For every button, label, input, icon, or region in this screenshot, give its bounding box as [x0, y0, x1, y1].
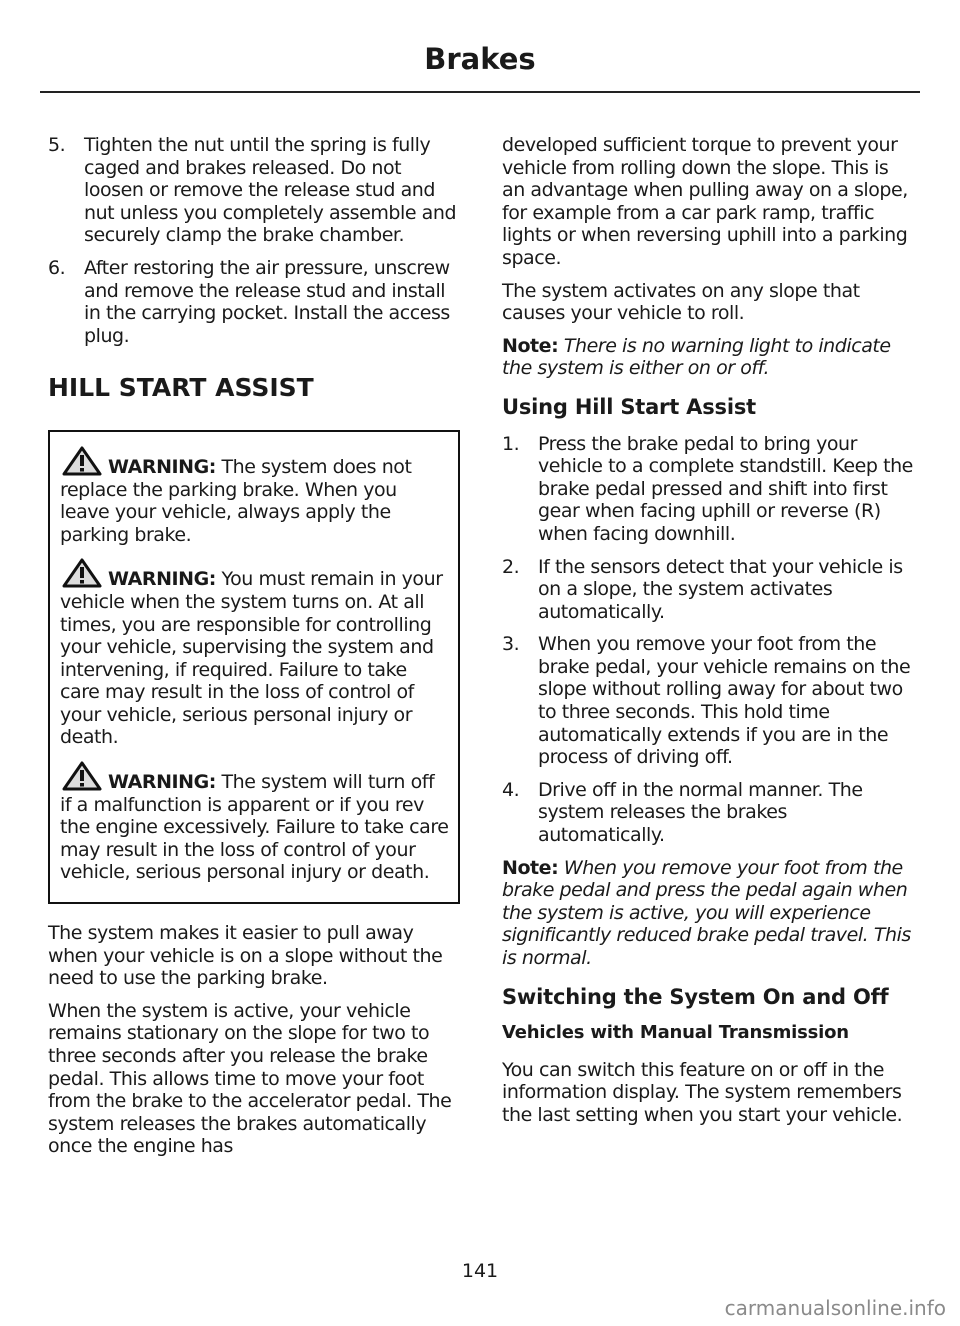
watermark: carmanualsonline.info: [724, 1296, 946, 1320]
paragraph: When the system is active, your vehicle remains stationary on the slope for two to three seconds after you release the brake pedal. This allows time to move your foot from the brake to the accelerator pedal. The system releases the brakes automatically once the engine has: [48, 999, 452, 1158]
minor-heading: Vehicles with Manual Transmission: [502, 1022, 849, 1044]
list-item: [502, 433, 914, 546]
page-title: Brakes: [424, 42, 536, 76]
page-number: 141: [461, 1260, 499, 1282]
subsection-heading: Switching the System On and Off: [502, 984, 889, 1009]
list-item: [502, 633, 914, 769]
note: [502, 335, 914, 380]
step-text: Drive off in the normal manner. The system releases the brakes automatically.: [538, 778, 863, 847]
note-label: Note:: [502, 856, 559, 879]
paragraph: The system activates on any slope that causes your vehicle to roll.: [502, 279, 860, 325]
subsection-heading: Using Hill Start Assist: [502, 394, 756, 419]
left-column: [48, 134, 460, 1168]
warning-text: The system will turn off if a malfunction is apparent or if you rev the engine excessively. Failure to take care may result in the loss of control of your vehicle, serious personal injury or death.: [60, 771, 449, 884]
paragraph: You can switch this feature on or off in the information display. The system remembers the last setting when you start your vehicle.: [502, 1058, 903, 1126]
right-column: [502, 134, 914, 1137]
warning-label: WARNING:: [108, 771, 216, 794]
step-number: 4.: [502, 778, 520, 801]
step-number: 5.: [48, 134, 66, 156]
warning: [60, 761, 450, 884]
step-number: 3.: [502, 633, 520, 656]
section-heading: HILL START ASSIST: [48, 373, 314, 403]
list-item: [502, 779, 914, 847]
warning-label: WARNING:: [108, 568, 216, 591]
paragraph: The system makes it easier to pull away when your vehicle is on a slope without the need to use the parking brake.: [48, 922, 443, 990]
step-text: Press the brake pedal to bring your vehicle to a complete standstill. Keep the brake pedal pressed and shift into first gear when facing uphill or reverse (R) when facing downhill.: [538, 432, 913, 545]
step-number: 2.: [502, 555, 520, 578]
step-number: 6.: [48, 256, 66, 279]
step-text: If the sensors detect that your vehicle is on a slope, the system activates automatically.: [538, 555, 903, 623]
paragraph: developed sufficient torque to prevent your vehicle from rolling down the slope. This is an advantage when pulling away on a slope, for example from a car park ramp, traffic lights or when reversing uphill into a parking space.: [502, 134, 908, 269]
step-text: Tighten the nut until the spring is fully caged and brakes released. Do not loosen or remove the release stud and nut unless you completely assemble and securely clamp the brake chamber.: [84, 134, 457, 247]
warning-triangle-icon: [62, 446, 102, 476]
warning-label: WARNING:: [108, 455, 216, 478]
note-label: Note:: [502, 334, 559, 357]
warning: [60, 446, 450, 546]
list-item: [48, 134, 460, 247]
list-item: [48, 257, 460, 347]
warning-text: The system does not replace the parking brake. When you leave your vehicle, always apply the parking brake.: [60, 455, 412, 546]
warning: [60, 558, 450, 749]
warning-triangle-icon: [62, 761, 102, 791]
step-number: 1.: [502, 432, 520, 455]
list-item: [502, 556, 914, 624]
header-divider: [40, 91, 920, 93]
warning-text: You must remain in your vehicle when the system turns on. At all times, you are responsible for controlling your vehicle, supervising the system and intervening, if required. Failure to take care may result in the loss of control of your vehicle, serious personal injury or death.: [60, 568, 443, 749]
note: [502, 857, 914, 970]
note-text: When you remove your foot from the brake pedal and press the pedal again when the system is active, you will experience significantly reduced brake pedal travel. This is normal.: [502, 856, 911, 969]
note-text: There is no warning light to indicate the system is either on or off.: [502, 334, 891, 380]
warning-triangle-icon: [62, 558, 102, 588]
step-text: After restoring the air pressure, unscrew and remove the release stud and install in the carrying pocket. Install the access plug.: [84, 256, 450, 347]
step-text: When you remove your foot from the brake pedal, your vehicle remains on the slope without rolling away for about two to three seconds. This hold time automatically extends if you are in the process of driving off.: [538, 633, 911, 769]
warning-box: [48, 430, 460, 904]
